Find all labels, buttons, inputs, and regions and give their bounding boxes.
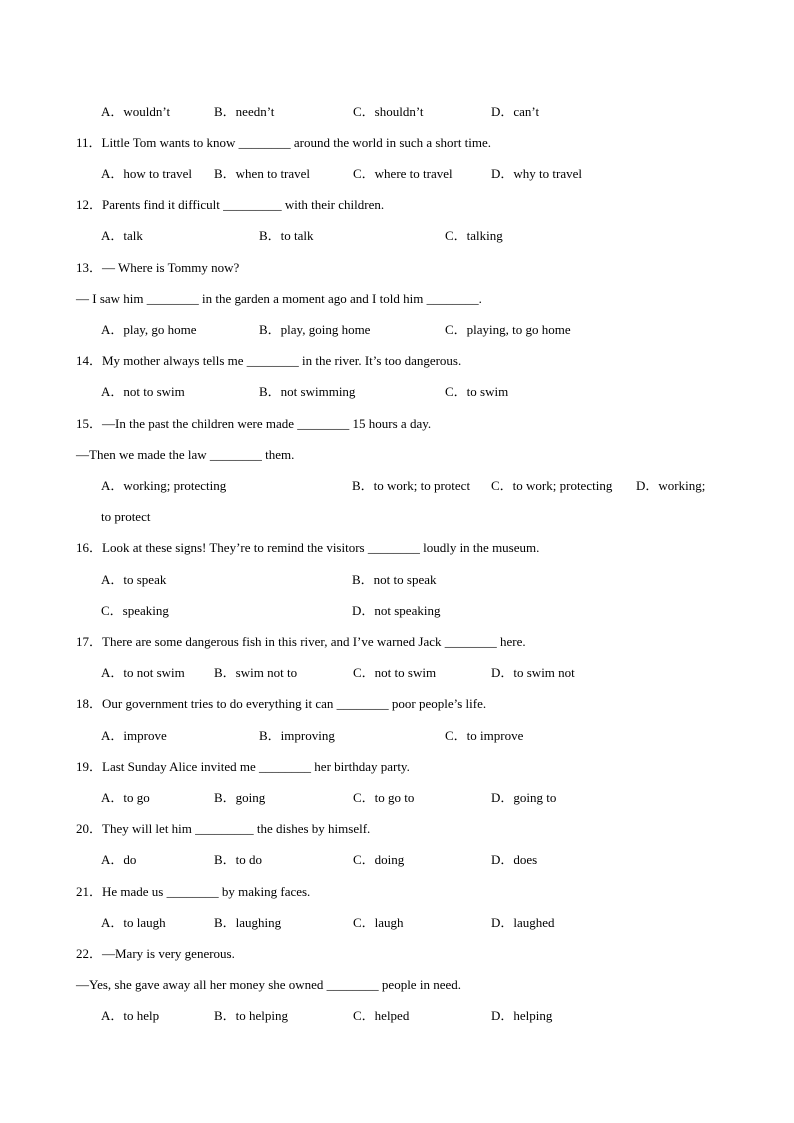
answer-option: A．not to swim <box>101 384 185 399</box>
answer-option: D．why to travel <box>491 166 582 181</box>
question-text: 21．He made us ________ by making faces. <box>76 884 311 899</box>
question-text: 16．Look at these signs! They’re to remind the visitors ________ loudly in the museum. <box>76 540 540 555</box>
answer-option: A．working; protecting <box>101 478 227 493</box>
dialogue-line: —Yes, she gave away all her money she owned ________ people in need. <box>76 977 461 992</box>
question-text: 15．—In the past the children were made ________ 15 hours a day. <box>76 416 432 431</box>
question-text: 18．Our government tries to do everything it can ________ poor people’s life. <box>76 696 487 711</box>
answer-option: to protect <box>101 509 151 524</box>
answer-option: B．going <box>214 790 266 805</box>
question-text: 17．There are some dangerous fish in this river, and I’ve warned Jack ________ here. <box>76 634 526 649</box>
answer-option: B．swim not to <box>214 665 298 680</box>
answer-option: A．to help <box>101 1008 160 1023</box>
answer-option: B．when to travel <box>214 166 311 181</box>
answer-option: D．laughed <box>491 915 555 930</box>
answer-option: B．not to speak <box>352 572 437 587</box>
answer-option: A．wouldn’t <box>101 104 171 119</box>
answer-option: A．do <box>101 852 137 867</box>
answer-option: C．to go to <box>353 790 415 805</box>
answer-option: A．to not swim <box>101 665 185 680</box>
answer-option: C．laugh <box>353 915 404 930</box>
answer-option: C．helped <box>353 1008 410 1023</box>
dialogue-line: —Then we made the law ________ them. <box>76 447 295 462</box>
answer-option: D．going to <box>491 790 557 805</box>
answer-option: D．can’t <box>491 104 540 119</box>
answer-option: B．not swimming <box>259 384 356 399</box>
answer-option: A．improve <box>101 728 167 743</box>
answer-option: B．play, going home <box>259 322 371 337</box>
answer-option: D．working; <box>636 478 706 493</box>
answer-option: C．speaking <box>101 603 169 618</box>
question-text: 19．Last Sunday Alice invited me ________ her birthday party. <box>76 759 410 774</box>
question-text: 20．They will let him _________ the dishes by himself. <box>76 821 371 836</box>
answer-option: B．to do <box>214 852 263 867</box>
answer-option: C．to improve <box>445 728 524 743</box>
question-text: 13．— Where is Tommy now? <box>76 260 240 275</box>
answer-option: B．to helping <box>214 1008 289 1023</box>
answer-option: A．how to travel <box>101 166 192 181</box>
answer-option: C．to swim <box>445 384 509 399</box>
answer-option: A．talk <box>101 228 143 243</box>
question-text: 12．Parents find it difficult _________ with their children. <box>76 197 385 212</box>
answer-option: C．shouldn’t <box>353 104 424 119</box>
answer-option: C．to work; protecting <box>491 478 613 493</box>
answer-option: B．improving <box>259 728 335 743</box>
answer-option: A．to laugh <box>101 915 166 930</box>
answer-option: A．play, go home <box>101 322 197 337</box>
question-text: 11．Little Tom wants to know ________ around the world in such a short time. <box>76 135 492 150</box>
answer-option: D．to swim not <box>491 665 575 680</box>
answer-option: A．to go <box>101 790 150 805</box>
answer-option: C．doing <box>353 852 405 867</box>
answer-option: C．playing, to go home <box>445 322 571 337</box>
answer-option: C．talking <box>445 228 503 243</box>
answer-option: D．not speaking <box>352 603 441 618</box>
answer-option: D．does <box>491 852 538 867</box>
dialogue-line: — I saw him ________ in the garden a moment ago and I told him ________. <box>76 291 482 306</box>
answer-option: B．laughing <box>214 915 282 930</box>
answer-option: C．where to travel <box>353 166 453 181</box>
question-text: 22．—Mary is very generous. <box>76 946 235 961</box>
answer-option: A．to speak <box>101 572 167 587</box>
question-text: 14．My mother always tells me ________ in the river. It’s too dangerous. <box>76 353 462 368</box>
answer-option: B．to talk <box>259 228 314 243</box>
answer-option: B．needn’t <box>214 104 275 119</box>
answer-option: D．helping <box>491 1008 553 1023</box>
answer-option: B．to work; to protect <box>352 478 471 493</box>
answer-option: C．not to swim <box>353 665 437 680</box>
